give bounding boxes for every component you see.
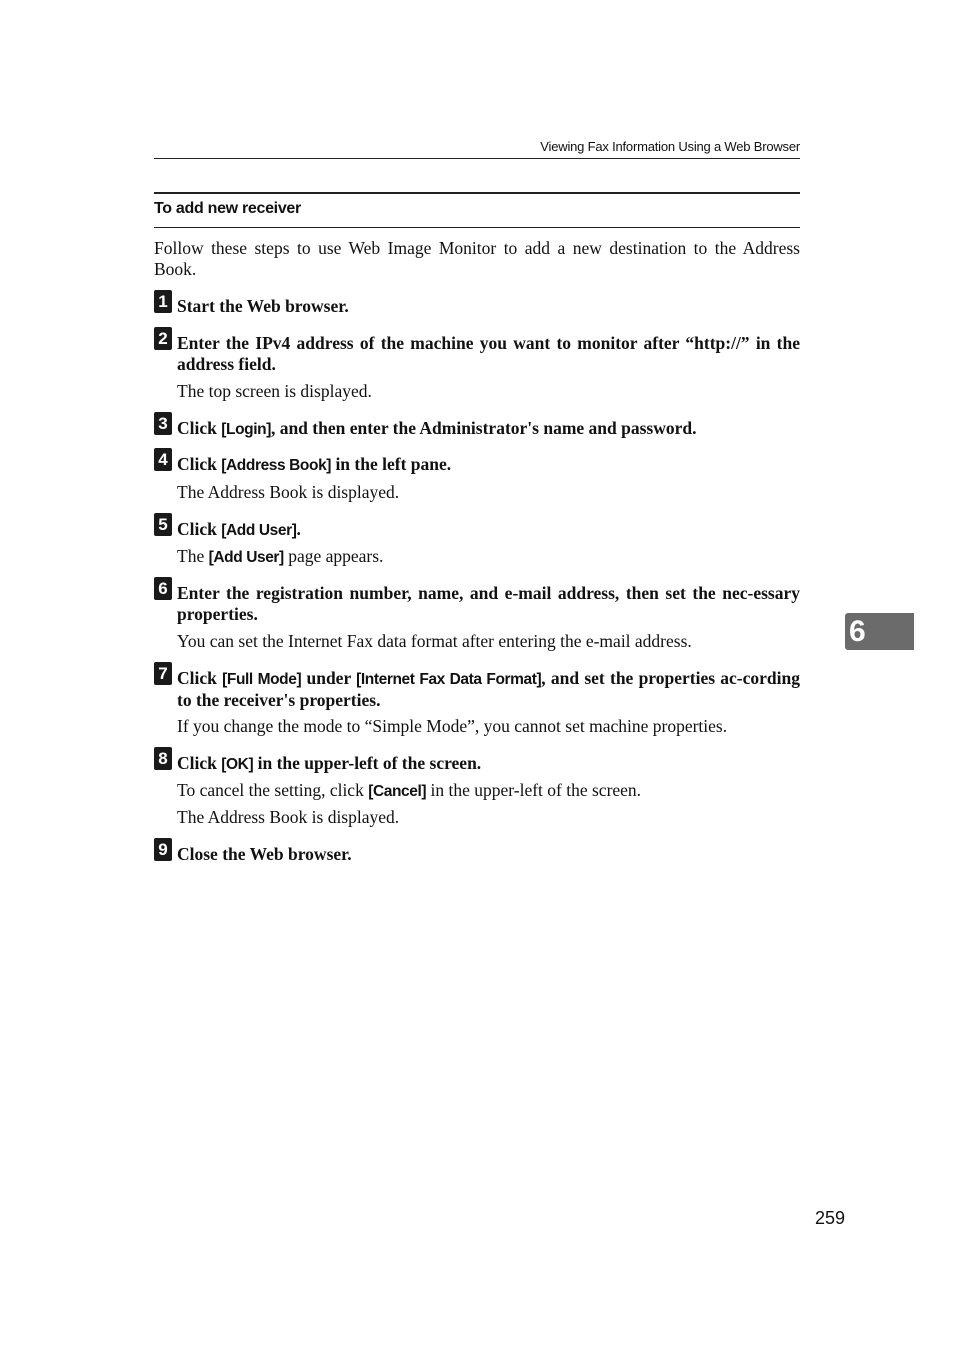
step-text-part: in the left pane. xyxy=(331,454,452,474)
section-rule-top xyxy=(154,192,800,194)
section-rule-bottom xyxy=(154,227,800,228)
step-number-3: 3 xyxy=(154,412,172,435)
step-text-part: Click xyxy=(177,519,222,539)
running-header: Viewing Fax Information Using a Web Browser xyxy=(540,139,800,154)
step-note-6: You can set the Internet Fax data format after entering the e-mail address. xyxy=(177,631,692,651)
note-part: The xyxy=(177,546,209,566)
step-note-4: The Address Book is displayed. xyxy=(177,482,400,502)
note-part: in the upper-left of the screen. xyxy=(426,780,642,800)
step-text-8 xyxy=(177,753,800,775)
step-number-8: 8 xyxy=(154,747,172,770)
step-text-2 xyxy=(177,333,800,375)
step-note-7: If you change the mode to “Simple Mode”, you cannot set machine properties. xyxy=(177,716,728,736)
step-text-part: in the upper-left of the screen. xyxy=(253,753,482,773)
step-text-3 xyxy=(177,418,800,440)
note-part: page appears. xyxy=(283,546,384,566)
section-title: To add new receiver xyxy=(154,200,301,217)
key-add-user: [Add User] xyxy=(221,522,297,539)
step-text-part: . xyxy=(296,519,301,539)
step-text-part: Click xyxy=(177,753,222,773)
step-number-4: 4 xyxy=(154,448,172,471)
step-text-1 xyxy=(177,296,800,317)
step-text-part: Click xyxy=(177,454,222,474)
step-text-part: under xyxy=(301,668,357,688)
step-text-7 xyxy=(177,668,800,711)
header-rule xyxy=(154,158,800,159)
key-internet-fax-data-format: [Internet Fax Data Format] xyxy=(356,671,542,688)
intro-paragraph: Follow these steps to use Web Image Monitor to add a new destination to the Address Book. xyxy=(154,238,800,279)
step-note-8 xyxy=(177,780,800,802)
step-note-2: The top screen is displayed. xyxy=(177,381,372,401)
note-part: To cancel the setting, click xyxy=(177,780,369,800)
step-text-part: Start the Web browser. xyxy=(177,296,349,316)
step-text-part: , and set the properties ac-cording to the receiver's properties. xyxy=(177,668,800,710)
key-login: [Login] xyxy=(221,421,271,438)
step-number-6: 6 xyxy=(154,577,172,600)
step-text-part: Click xyxy=(177,668,223,688)
step-text-part: , and then enter the Administrator's name and password. xyxy=(270,418,697,438)
key-full-mode: [Full Mode] xyxy=(222,671,302,688)
key-address-book: [Address Book] xyxy=(221,457,332,474)
key-cancel: [Cancel] xyxy=(368,783,427,800)
step-number-1: 1 xyxy=(154,290,172,313)
step-note-5 xyxy=(177,546,800,568)
step-text-6 xyxy=(177,583,800,625)
key-add-user-note: [Add User] xyxy=(208,549,284,566)
step-text-part: Close the Web browser. xyxy=(177,844,352,864)
page-number: 259 xyxy=(814,1208,845,1228)
step-number-7: 7 xyxy=(154,662,172,685)
key-ok: [OK] xyxy=(221,756,254,773)
chapter-tab: 6 xyxy=(845,613,914,650)
step-text-part: Enter the registration number, name, and e-mail address, then set the nec-essary properties. xyxy=(177,583,800,624)
step-number-9: 9 xyxy=(154,838,172,861)
step-text-part: Click xyxy=(177,418,222,438)
step-text-9 xyxy=(177,844,800,865)
step-number-2: 2 xyxy=(154,327,172,350)
step-text-part: Enter the IPv4 address of the machine you want to monitor after “http://” in the address field. xyxy=(177,333,800,374)
step-note-8b: The Address Book is displayed. xyxy=(177,807,400,827)
step-text-4 xyxy=(177,454,800,476)
step-text-5 xyxy=(177,519,800,541)
step-number-5: 5 xyxy=(154,513,172,536)
